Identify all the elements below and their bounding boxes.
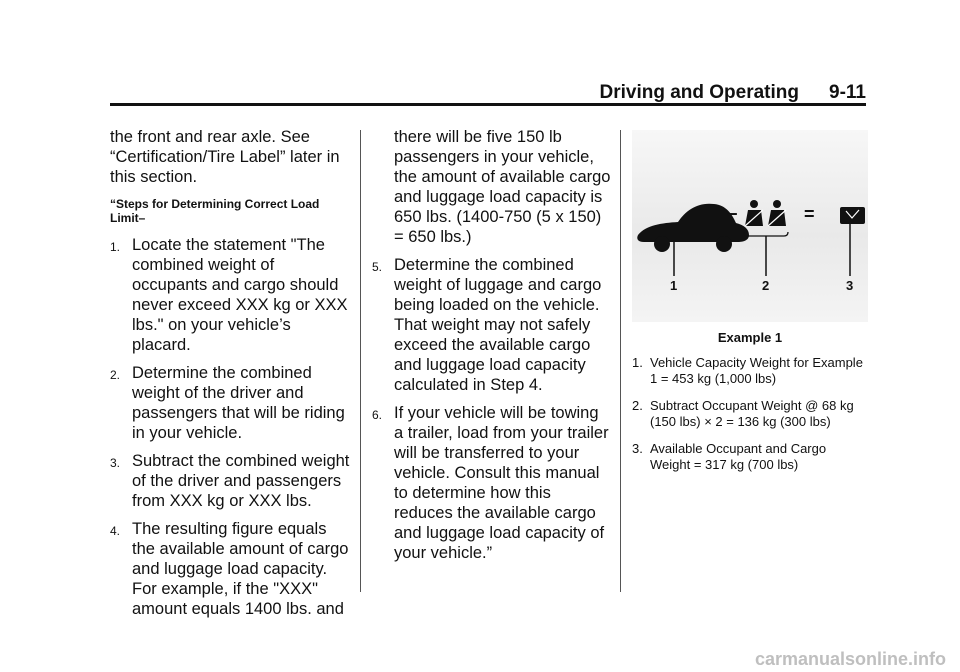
section-title: Driving and Operating xyxy=(599,82,800,103)
figure-caption: Example 1 xyxy=(717,330,783,345)
step-number: 6. xyxy=(372,408,383,422)
step-text: Locate the statement "The combined weight of occupants and cargo should never exceed XXX kg or XXX lbs." on your vehicle’s placard. xyxy=(132,236,348,354)
step-item xyxy=(110,519,350,619)
column-1 xyxy=(110,127,350,627)
step-item xyxy=(372,255,612,395)
column-divider xyxy=(360,130,361,592)
list-number: 2. xyxy=(632,398,643,413)
column-divider xyxy=(620,130,621,592)
load-example-figure xyxy=(632,130,868,322)
step-item xyxy=(372,403,612,563)
figure-label-1: 1 xyxy=(670,278,678,293)
figure-label-2: 2 xyxy=(762,278,770,293)
list-number: 1. xyxy=(632,355,643,370)
column-2 xyxy=(372,127,612,571)
step-text: If your vehicle will be towing a trailer, load from your trailer will be transferred to your vehicle. Consult this manual to determine how this reduces the available cargo and luggage load capacity of your vehicle.” xyxy=(394,404,609,562)
list-text: Available Occupant and Cargo Weight = 317 kg (700 lbs) xyxy=(650,441,827,472)
steps-subheading: “Steps for Determining Correct Load Limit– xyxy=(110,197,320,225)
step-text: Determine the combined weight of luggage and cargo being loaded on the vehicle. That weight may not safely exceed the available cargo and luggage load capacity calculated in Step 4. xyxy=(394,256,602,394)
occupants-icon xyxy=(744,200,788,276)
step-number: 5. xyxy=(372,260,383,274)
load-diagram xyxy=(632,130,868,322)
list-text: Vehicle Capacity Weight for Example 1 = 453 kg (1,000 lbs) xyxy=(650,355,863,386)
luggage-icon xyxy=(840,207,865,276)
step-text: Subtract the combined weight of the driver and passengers from XXX kg or XXX lbs. xyxy=(132,452,350,510)
step-text: Determine the combined weight of the driver and passengers that will be riding in your vehicle. xyxy=(132,364,345,442)
figure-label-3: 3 xyxy=(846,278,854,293)
step-continuation: there will be five 150 lb passengers in your vehicle, the amount of available cargo and luggage load capacity is 650 lbs. (1400-750 (5 x 150) = 650 lbs.) xyxy=(394,128,611,246)
list-item xyxy=(632,441,868,473)
equals-sign: = xyxy=(804,204,815,224)
step-number: 3. xyxy=(110,456,121,470)
step-item xyxy=(110,451,350,511)
step-text: The resulting figure equals the available amount of cargo and luggage load capacity. For example, if the "XXX" amount equals 1400 lbs. and xyxy=(132,520,349,618)
list-number: 3. xyxy=(632,441,643,456)
list-text: Subtract Occupant Weight @ 68 kg (150 lbs) × 2 = 136 kg (300 lbs) xyxy=(650,398,854,429)
step-number: 2. xyxy=(110,368,121,382)
step-item xyxy=(110,363,350,443)
minus-sign: − xyxy=(727,204,738,224)
page-number: 9-11 xyxy=(829,82,866,103)
intro-paragraph: the front and rear axle. See “Certification/Tire Label” later in this section. xyxy=(110,128,340,186)
step-item xyxy=(110,235,350,355)
step-number: 4. xyxy=(110,524,121,538)
column-3 xyxy=(632,127,868,484)
step-number: 1. xyxy=(110,240,121,254)
list-item xyxy=(632,398,868,430)
list-item xyxy=(632,355,868,387)
watermark: carmanualsonline.info xyxy=(754,649,946,669)
header-rule xyxy=(110,103,866,106)
example-list xyxy=(632,355,868,473)
